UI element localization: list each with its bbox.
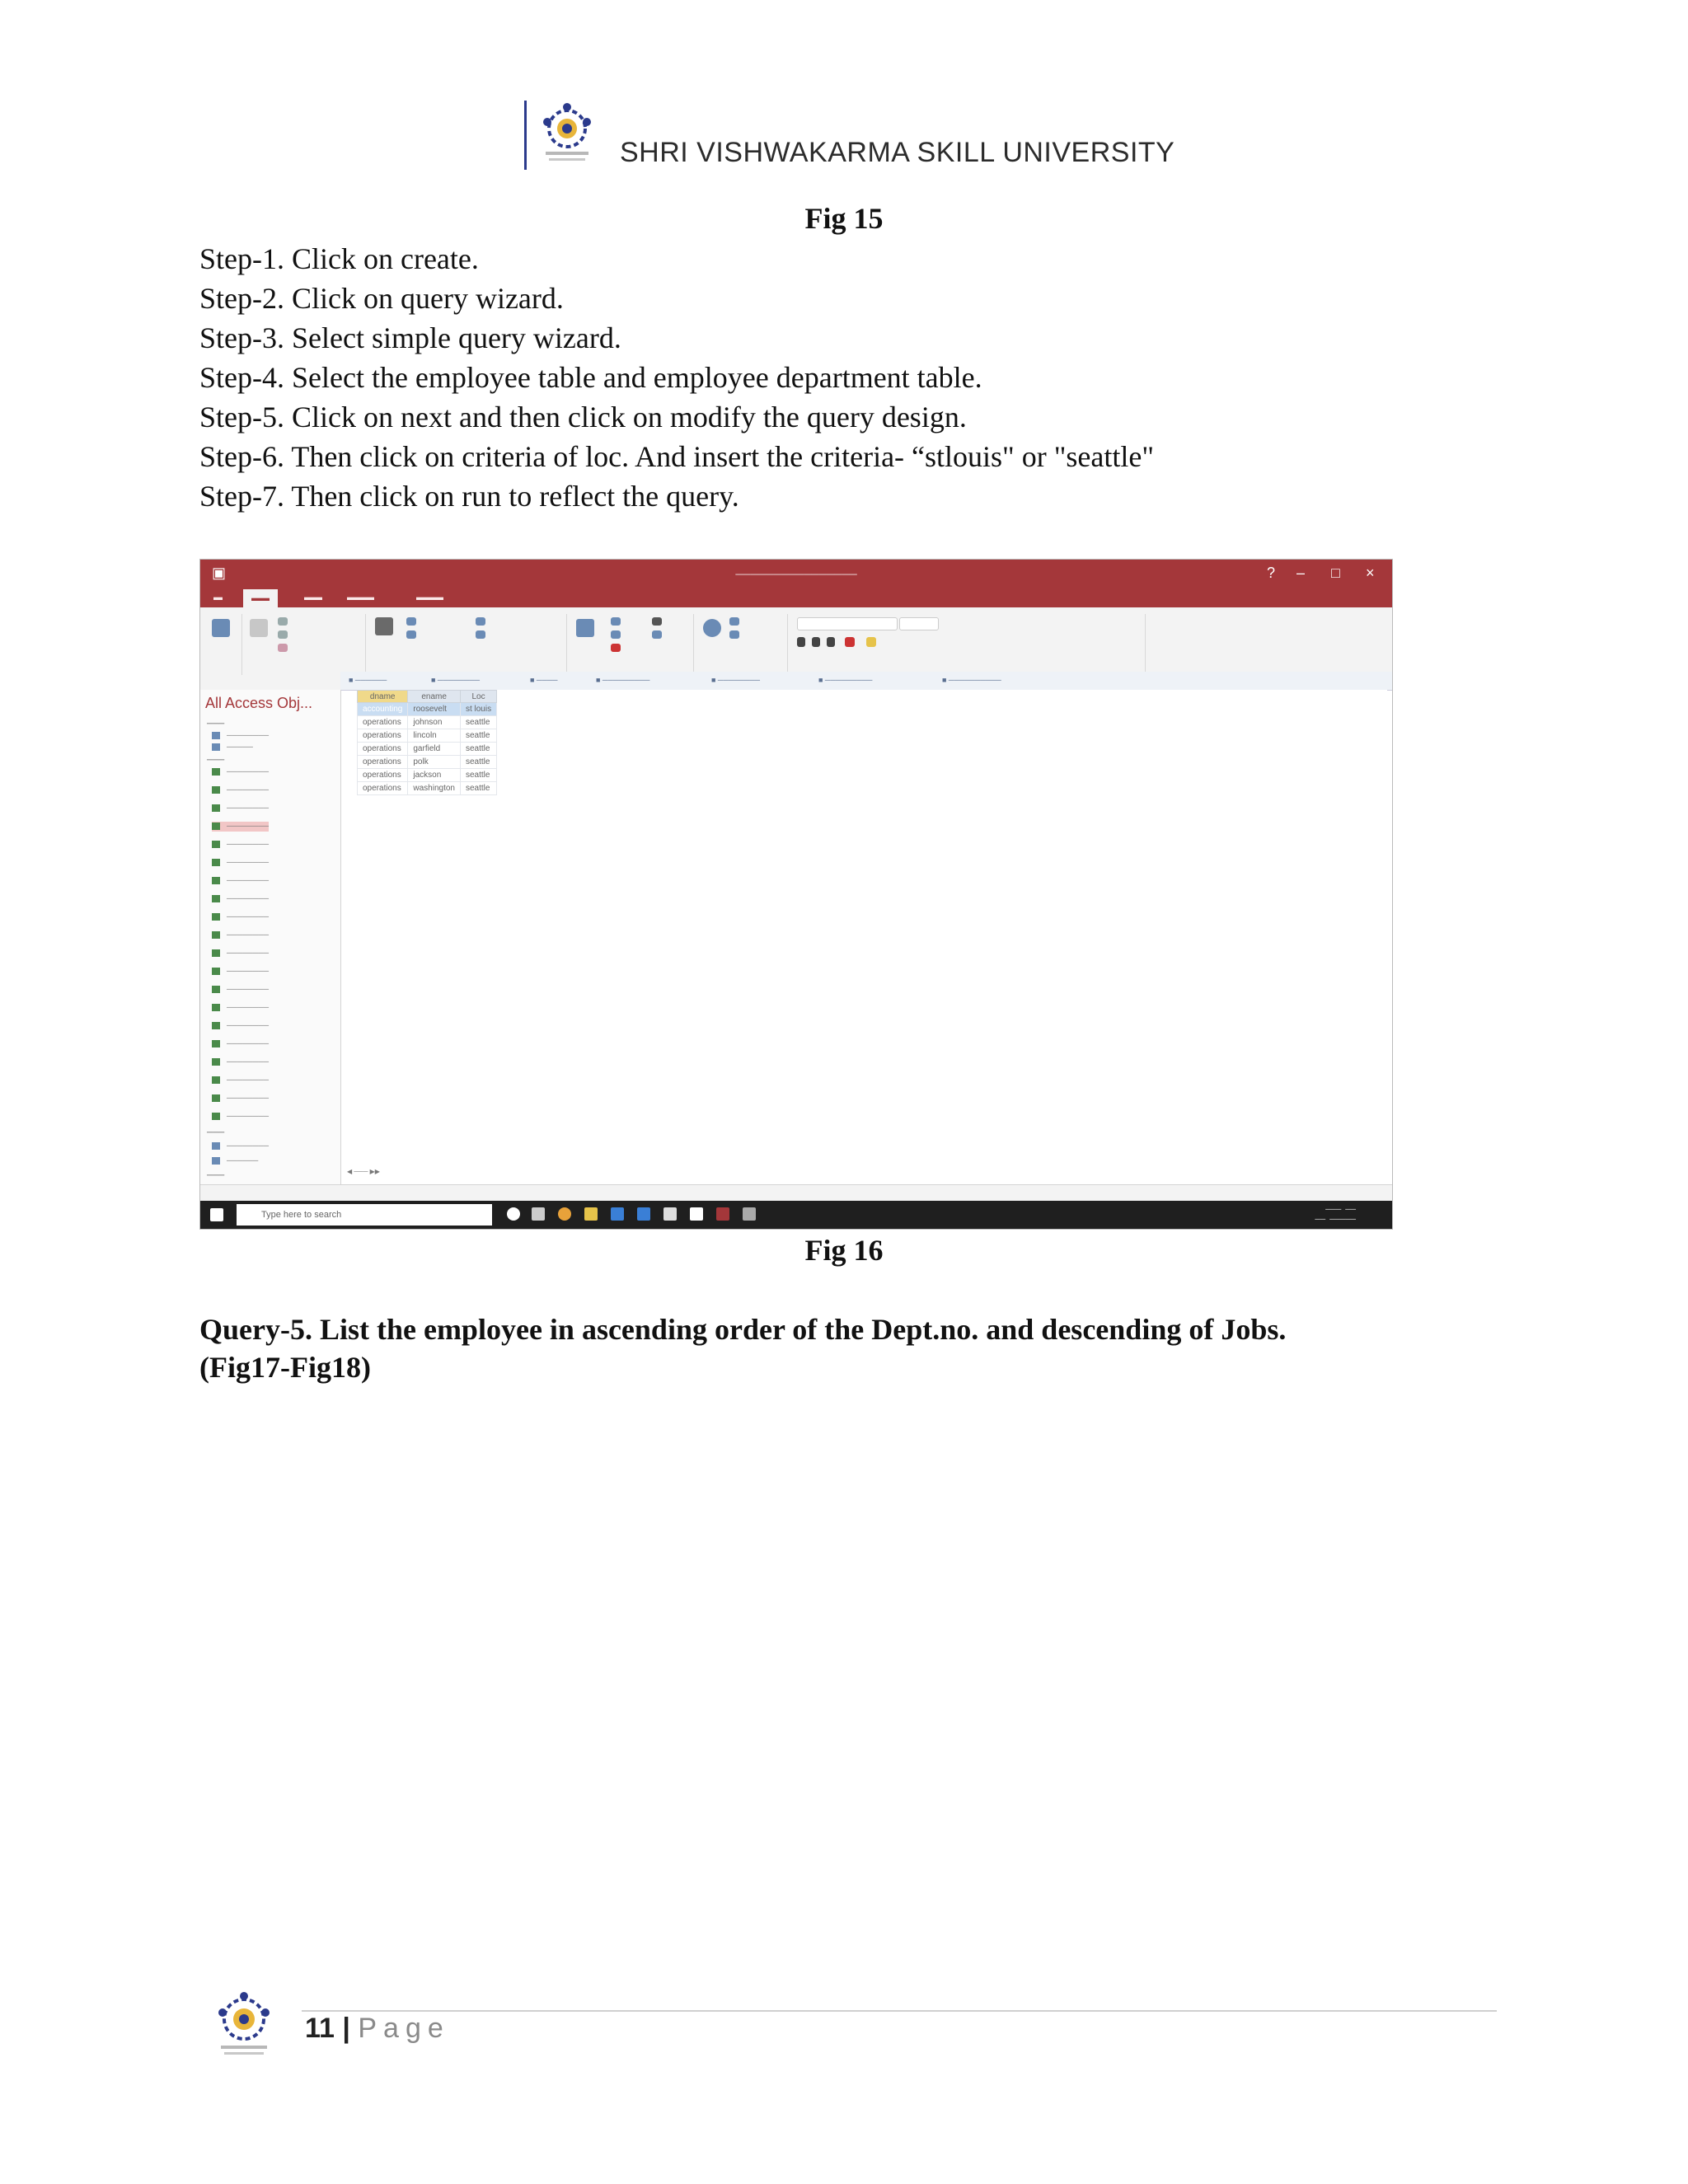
ascending-icon[interactable] bbox=[406, 617, 416, 626]
tab-database-tools[interactable]: ▬▬▬ bbox=[416, 593, 443, 602]
nav-item[interactable]: ──────── bbox=[212, 1076, 269, 1085]
table-cell[interactable]: polk bbox=[408, 756, 461, 769]
nav-item[interactable]: ──────── bbox=[212, 930, 269, 940]
nav-item[interactable]: ──────── bbox=[212, 949, 269, 958]
nav-item[interactable]: ────── bbox=[212, 1156, 258, 1166]
nav-item[interactable]: ──────── bbox=[212, 1057, 269, 1067]
query-5-figures: (Fig17-Fig18) bbox=[199, 1351, 371, 1384]
save-record-icon[interactable] bbox=[611, 630, 621, 639]
table-row[interactable] bbox=[358, 769, 497, 782]
table-cell[interactable]: seattle bbox=[460, 743, 496, 756]
refresh-icon[interactable] bbox=[576, 619, 594, 637]
query-5-text: Query-5. List the employee in ascending order of the Dept.no. and descending of Jobs. bbox=[199, 1313, 1287, 1346]
table-cell[interactable]: seattle bbox=[460, 716, 496, 729]
delete-icon[interactable] bbox=[611, 644, 621, 652]
windows-taskbar bbox=[200, 1201, 1392, 1229]
find-group bbox=[696, 614, 788, 675]
footer-divider bbox=[302, 2010, 1497, 2012]
doc-tab-6[interactable]: ■ ───────── bbox=[818, 676, 873, 684]
maximize-icon[interactable]: □ bbox=[1331, 565, 1340, 581]
nav-item[interactable]: ──────── bbox=[212, 1039, 269, 1049]
nav-item[interactable]: ──────── bbox=[212, 731, 269, 741]
spelling-icon[interactable] bbox=[652, 630, 662, 639]
nav-section-queries[interactable]: ─── bbox=[207, 756, 225, 765]
edge-icon[interactable] bbox=[611, 1207, 624, 1221]
doc-tab-3[interactable]: ■ ──── bbox=[530, 676, 558, 684]
doc-tab-1[interactable]: ■ ────── bbox=[349, 676, 387, 684]
filter-icon[interactable] bbox=[375, 617, 393, 635]
title-bar bbox=[200, 560, 1392, 589]
nav-item[interactable]: ──────── bbox=[212, 858, 269, 868]
underline-icon[interactable] bbox=[827, 637, 835, 647]
table-row[interactable] bbox=[358, 729, 497, 743]
tab-home[interactable]: ▬▬ bbox=[243, 589, 278, 607]
totals-icon[interactable] bbox=[652, 617, 662, 626]
go-to-icon[interactable] bbox=[729, 630, 739, 639]
column-header[interactable]: ename bbox=[408, 691, 461, 703]
query-5-heading bbox=[199, 1310, 1436, 1386]
sort-filter-group bbox=[368, 614, 567, 675]
page-number-value: 11 bbox=[305, 2013, 335, 2044]
mail-icon[interactable] bbox=[690, 1207, 703, 1221]
descending-icon[interactable] bbox=[406, 630, 416, 639]
format-painter-icon[interactable] bbox=[278, 644, 288, 652]
table-row[interactable] bbox=[358, 703, 497, 716]
step-5: Step-5. Click on next and then click on modify the query design. bbox=[199, 401, 967, 434]
advanced-icon[interactable] bbox=[476, 630, 485, 639]
nav-item[interactable]: ──────── bbox=[212, 894, 269, 904]
university-logo bbox=[524, 97, 607, 171]
nav-item[interactable]: ──────── bbox=[212, 1003, 269, 1013]
ribbon-tabs bbox=[200, 589, 1392, 607]
table-row[interactable] bbox=[358, 782, 497, 795]
nav-item[interactable]: ──────── bbox=[212, 785, 269, 795]
records-group bbox=[570, 614, 694, 675]
minimize-icon[interactable]: – bbox=[1296, 565, 1306, 581]
font-size-select[interactable] bbox=[899, 617, 939, 630]
datasheet bbox=[357, 690, 1387, 1184]
doc-tab-7-active[interactable]: ■ ────────── bbox=[942, 676, 1001, 684]
table-cell[interactable]: accounting bbox=[358, 703, 408, 716]
text-formatting-group bbox=[790, 614, 1146, 675]
task-view-icon[interactable] bbox=[532, 1207, 545, 1221]
doc-tab-4[interactable]: ■ ───────── bbox=[596, 676, 650, 684]
page-word: Page bbox=[358, 2013, 450, 2044]
selection-icon[interactable] bbox=[476, 617, 485, 626]
table-row[interactable] bbox=[358, 756, 497, 769]
file-explorer-icon[interactable] bbox=[584, 1207, 598, 1221]
table-cell[interactable]: garfield bbox=[408, 743, 461, 756]
copy-icon[interactable] bbox=[278, 630, 288, 639]
windows-start-icon[interactable] bbox=[210, 1208, 223, 1221]
table-cell[interactable]: seattle bbox=[460, 729, 496, 743]
nav-section-tables[interactable]: ─── bbox=[207, 719, 225, 729]
clipboard-group bbox=[245, 614, 366, 675]
column-header[interactable]: Loc bbox=[460, 691, 496, 703]
nav-item[interactable]: ──────── bbox=[212, 767, 269, 777]
help-icon[interactable]: ? bbox=[1267, 565, 1276, 581]
table-cell[interactable]: st louis bbox=[460, 703, 496, 716]
word-icon[interactable] bbox=[637, 1207, 650, 1221]
document-tabs bbox=[340, 672, 1392, 691]
column-header[interactable]: dname bbox=[358, 691, 408, 703]
table-cell[interactable]: operations bbox=[358, 769, 408, 782]
taskbar-search[interactable]: Type here to search bbox=[237, 1204, 492, 1226]
table-cell[interactable]: operations bbox=[358, 782, 408, 795]
step-2: Step-2. Click on query wizard. bbox=[199, 282, 564, 315]
nav-section-reports[interactable]: ─── bbox=[207, 1171, 225, 1180]
italic-icon[interactable] bbox=[812, 637, 820, 647]
new-record-icon[interactable] bbox=[611, 617, 621, 626]
steps-list bbox=[199, 239, 1154, 516]
nav-item[interactable]: ──────── bbox=[212, 1094, 269, 1104]
nav-item[interactable]: ──────── bbox=[212, 1112, 269, 1122]
view-icon[interactable] bbox=[212, 619, 230, 637]
app-icon[interactable] bbox=[743, 1207, 756, 1221]
nav-item[interactable]: ───── bbox=[212, 743, 253, 752]
nav-item[interactable]: ──────── bbox=[212, 912, 269, 922]
page-separator: | bbox=[342, 2013, 350, 2044]
table-cell[interactable]: seattle bbox=[460, 756, 496, 769]
table-row[interactable] bbox=[358, 716, 497, 729]
table-cell[interactable]: johnson bbox=[408, 716, 461, 729]
step-6: Step-6. Then click on criteria of loc. And insert the criteria- “stlouis" or "seattle" bbox=[199, 440, 1155, 473]
step-4: Step-4. Select the employee table and employee department table. bbox=[199, 361, 982, 394]
table-cell[interactable]: operations bbox=[358, 716, 408, 729]
tab-create[interactable]: ▬▬ bbox=[304, 593, 322, 602]
table-cell[interactable]: jackson bbox=[408, 769, 461, 782]
cut-icon[interactable] bbox=[278, 617, 288, 626]
table-cell[interactable]: lincoln bbox=[408, 729, 461, 743]
table-cell[interactable]: washington bbox=[408, 782, 461, 795]
navigation-pane bbox=[200, 690, 341, 1184]
highlight-icon[interactable] bbox=[866, 637, 876, 647]
table-cell[interactable]: roosevelt bbox=[408, 703, 461, 716]
nav-item[interactable]: ──────── bbox=[212, 985, 269, 995]
record-navigator[interactable]: ◀ ─── ▶▶ bbox=[347, 1168, 380, 1175]
step-3: Step-3. Select simple query wizard. bbox=[199, 321, 621, 354]
doc-tab-5[interactable]: ■ ──────── bbox=[711, 676, 760, 684]
table-cell[interactable]: operations bbox=[358, 756, 408, 769]
nav-item[interactable]: ──────── bbox=[212, 1141, 269, 1151]
close-icon[interactable]: × bbox=[1366, 565, 1375, 581]
figure-caption-15: Fig 15 bbox=[804, 202, 884, 235]
table-cell[interactable]: seattle bbox=[460, 782, 496, 795]
step-7: Step-7. Then click on run to reflect the query. bbox=[199, 480, 739, 513]
table-cell[interactable]: seattle bbox=[460, 769, 496, 782]
step-1: Step-1. Click on create. bbox=[199, 242, 479, 275]
page-number bbox=[305, 2013, 450, 2045]
nav-section-forms[interactable]: ─── bbox=[207, 1128, 225, 1137]
nav-item[interactable]: ──────── bbox=[212, 840, 269, 850]
footer-logo bbox=[203, 1986, 285, 2069]
doc-tab-2[interactable]: ■ ──────── bbox=[431, 676, 480, 684]
nav-item[interactable]: ──────── bbox=[212, 967, 269, 977]
figure-caption-16: Fig 16 bbox=[804, 1234, 884, 1267]
tab-external-data[interactable]: ▬▬▬ bbox=[347, 593, 374, 602]
query-result-table bbox=[357, 690, 497, 795]
replace-icon[interactable] bbox=[729, 617, 739, 626]
nav-item[interactable]: ──────── bbox=[212, 804, 269, 813]
font-color-icon[interactable] bbox=[845, 637, 855, 647]
status-bar bbox=[200, 1184, 1392, 1202]
cortana-icon[interactable] bbox=[507, 1207, 520, 1221]
tab-file[interactable]: ▬ bbox=[213, 593, 223, 602]
store-icon[interactable] bbox=[663, 1207, 677, 1221]
nav-item-selected[interactable]: ──────── bbox=[212, 822, 269, 832]
table-cell[interactable]: operations bbox=[358, 743, 408, 756]
save-icon: ▣ bbox=[212, 565, 227, 581]
table-row[interactable] bbox=[358, 743, 497, 756]
chrome-icon[interactable] bbox=[558, 1207, 571, 1221]
clock-blurred[interactable]: ─── ── ── ───── bbox=[1315, 1205, 1356, 1223]
nav-item[interactable]: ──────── bbox=[212, 1021, 269, 1031]
table-cell[interactable]: operations bbox=[358, 729, 408, 743]
paste-icon[interactable] bbox=[250, 619, 268, 637]
nav-title[interactable]: All Access Obj... bbox=[205, 695, 313, 711]
font-name-select[interactable] bbox=[797, 617, 898, 630]
access-screenshot bbox=[199, 559, 1393, 1230]
window-title-blurred: ──────────────── bbox=[735, 568, 857, 580]
find-icon[interactable] bbox=[703, 619, 721, 637]
access-icon[interactable] bbox=[716, 1207, 729, 1221]
views-group bbox=[204, 614, 242, 675]
nav-item[interactable]: ──────── bbox=[212, 876, 269, 886]
bold-icon[interactable] bbox=[797, 637, 805, 647]
university-name: SHRI VISHWAKARMA SKILL UNIVERSITY bbox=[620, 137, 1175, 168]
